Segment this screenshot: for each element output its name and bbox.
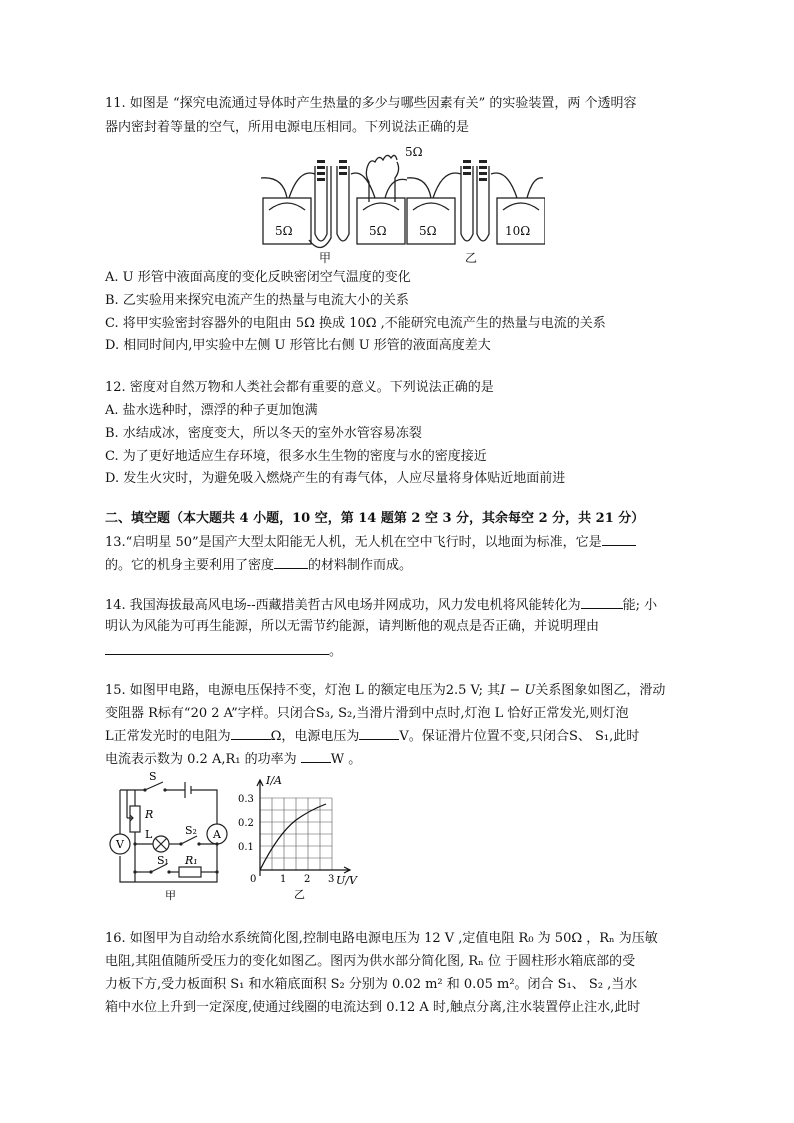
q15-iu-symbol: I − U <box>500 683 536 698</box>
circuit-label-r1: R₁ <box>185 854 198 867</box>
q11-fig-r-a2: 5Ω <box>369 224 387 238</box>
q16-line2: 电阻,其阻值随所受压力的变化如图乙。图丙为供水部分简化图, Rₙ 位 于圆柱形水箱底部的受 <box>105 954 636 969</box>
q15-iu-graph <box>236 770 366 905</box>
q14-text-d: 。 <box>329 644 343 659</box>
q11-fig-r-a1: 5Ω <box>275 224 293 238</box>
q13-line1 <box>105 533 636 552</box>
graph-ytick-0.2: 0.2 <box>238 818 254 829</box>
q12-option-d: D. 发生火灾时，为避免吸入燃烧产生的有毒气体，人应尽量将身体贴近地面前进 <box>105 471 566 486</box>
q11-stem-line1: 11. 如图是 “探究电流通过导体时产生热量的多少与哪些因素有关” 的实验装置，两 个透明容 <box>105 96 637 111</box>
graph-ytick-0.3: 0.3 <box>238 794 254 805</box>
q15-text-l1b: ; 其 <box>478 683 501 698</box>
q15-circuit-diagram <box>105 772 235 902</box>
q14-blank-1 <box>581 596 623 609</box>
q15-text-l4a: 电流表示数为 0.2 A,R₁ 的功率为 <box>105 752 301 767</box>
q13-line2 <box>105 556 412 575</box>
q15-blank-2 <box>359 727 399 740</box>
circuit-label-v: V <box>116 838 124 851</box>
circuit-label-jia: 甲 <box>165 889 176 902</box>
q12-option-b: B. 水结成冰，密度变大，所以冬天的室外水管容易冻裂 <box>105 426 422 441</box>
q11-figure <box>255 140 545 266</box>
graph-xtick-2: 2 <box>304 874 311 885</box>
q16-line3: 力板下方,受力板面积 S₁ 和水箱底面积 S₂ 分别为 0.02 m² 和 0.05 m²。闭合 S₁、 S₂ ,当水 <box>105 977 638 992</box>
graph-ylabel: I/A <box>266 774 282 787</box>
q11-fig-r-b2: 10Ω <box>505 224 531 238</box>
q15-text-l4b: W 。 <box>330 752 362 767</box>
q14-text-a: 14. 我国海拔最高风电场--西藏措美哲古风电场并网成功，风力发电机将风能转化为 <box>105 598 581 613</box>
circuit-label-s2: S₂ <box>185 824 197 837</box>
q15-rated-voltage: 2.5 V <box>445 683 479 698</box>
q16-line4: 箱中水位上升到一定深度,使通过线圈的电流达到 0.12 A 时,触点分离,注水装置停止注水,此时 <box>105 1000 641 1015</box>
circuit-label-s1: S₁ <box>157 854 169 867</box>
q11-option-a: A. U 形管中液面高度的变化反映密闭空气温度的变化 <box>105 270 411 285</box>
graph-label-yi: 乙 <box>294 888 305 901</box>
q11-option-d: D. 相同时间内,甲实验中左侧 U 形管比右侧 U 形管的液面高度差大 <box>105 338 491 353</box>
q11-fig-r-b1: 5Ω <box>419 224 437 238</box>
q14-line1 <box>105 596 657 615</box>
circuit-label-r: R <box>145 808 154 821</box>
circuit-label-l: L <box>145 828 153 841</box>
q15-text-l1a: 15. 如图甲电路，电源电压保持不变，灯泡 L 的额定电压为 <box>105 683 446 698</box>
q11-fig-label-jia: 甲 <box>319 251 332 265</box>
q12-option-c: C. 为了更好地适应生存环境，很多水生生物的密度与水的密度接近 <box>105 449 487 464</box>
q14-blank-2 <box>105 642 329 655</box>
q12-stem: 12. 密度对自然万物和人类社会都有重要的意义。下列说法正确的是 <box>105 380 494 395</box>
q11-stem-line2: 器内密封着等量的空气，所用电源电压相同。下列说法正确的是 <box>105 120 470 135</box>
q11-fig-label-yi: 乙 <box>465 251 478 265</box>
q15-text-l3b: Ω，电源电压为 <box>270 729 360 744</box>
q14-text-b: 能; 小 <box>622 598 658 613</box>
q15-line1 <box>105 682 665 700</box>
q13-text-b: 的。它的机身主要利用了密度 <box>105 558 275 573</box>
q15-line4 <box>105 750 361 769</box>
graph-xtick-1: 1 <box>280 874 287 885</box>
graph-xtick-3: 3 <box>328 874 335 885</box>
q15-blank-1 <box>231 727 271 740</box>
q14-line2: 明认为风能为可再生能源，所以无需节约能源，请判断他的观点是否正确，并说明理由 <box>105 619 600 634</box>
q11-option-b: B. 乙实验用来探究电流产生的热量与电流大小的关系 <box>105 293 409 308</box>
q11-option-c: C. 将甲实验密封容器外的电阻由 5Ω 换成 10Ω ,不能研究电流产生的热量与电流的关系 <box>105 316 606 331</box>
graph-origin: 0 <box>250 874 257 885</box>
q13-text-c: 的材料制作而成。 <box>308 558 413 573</box>
q15-text-l1c: 关系图象如图乙，滑动 <box>535 683 666 698</box>
q12-option-a: A. 盐水选种时，漂浮的种子更加饱满 <box>105 403 318 418</box>
q14-line3 <box>105 642 342 661</box>
q13-blank-2 <box>274 556 308 569</box>
q15-line2: 变阻器 R标有“20 2 A”字样。只闭合S₃, S₂,当滑片滑到中点时,灯泡 L 恰好正常发光,则灯泡 <box>105 706 629 721</box>
circuit-label-s: S <box>149 772 157 783</box>
q15-line3 <box>105 727 639 746</box>
q13-blank-1 <box>602 533 636 546</box>
q13-text-a: 13.“启明星 50”是国产大型太阳能无人机，无人机在空中飞行时，以地面为标准，它是 <box>105 535 602 550</box>
graph-ytick-0.1: 0.1 <box>238 842 254 853</box>
q15-blank-3 <box>301 750 331 763</box>
section2-heading: 二、填空题（本大题共 4 小题，10 空，第 14 题第 2 空 3 分，其余每空 2 分，共 21 分） <box>105 511 645 526</box>
circuit-label-a: A <box>213 828 221 841</box>
q11-fig-r-top: 5Ω <box>405 145 423 159</box>
q15-text-l3c: V。保证滑片位置不变,只闭合S、 S₁,此时 <box>399 729 640 744</box>
q15-text-l3a: L正常发光时的电阻为 <box>105 729 231 744</box>
q16-line1: 16. 如图甲为自动给水系统简化图,控制电路电源电压为 12 V ,定值电阻 R₀ 为 50Ω ，Rₙ 为压敏 <box>105 931 658 946</box>
graph-xlabel: U/V <box>336 874 357 887</box>
